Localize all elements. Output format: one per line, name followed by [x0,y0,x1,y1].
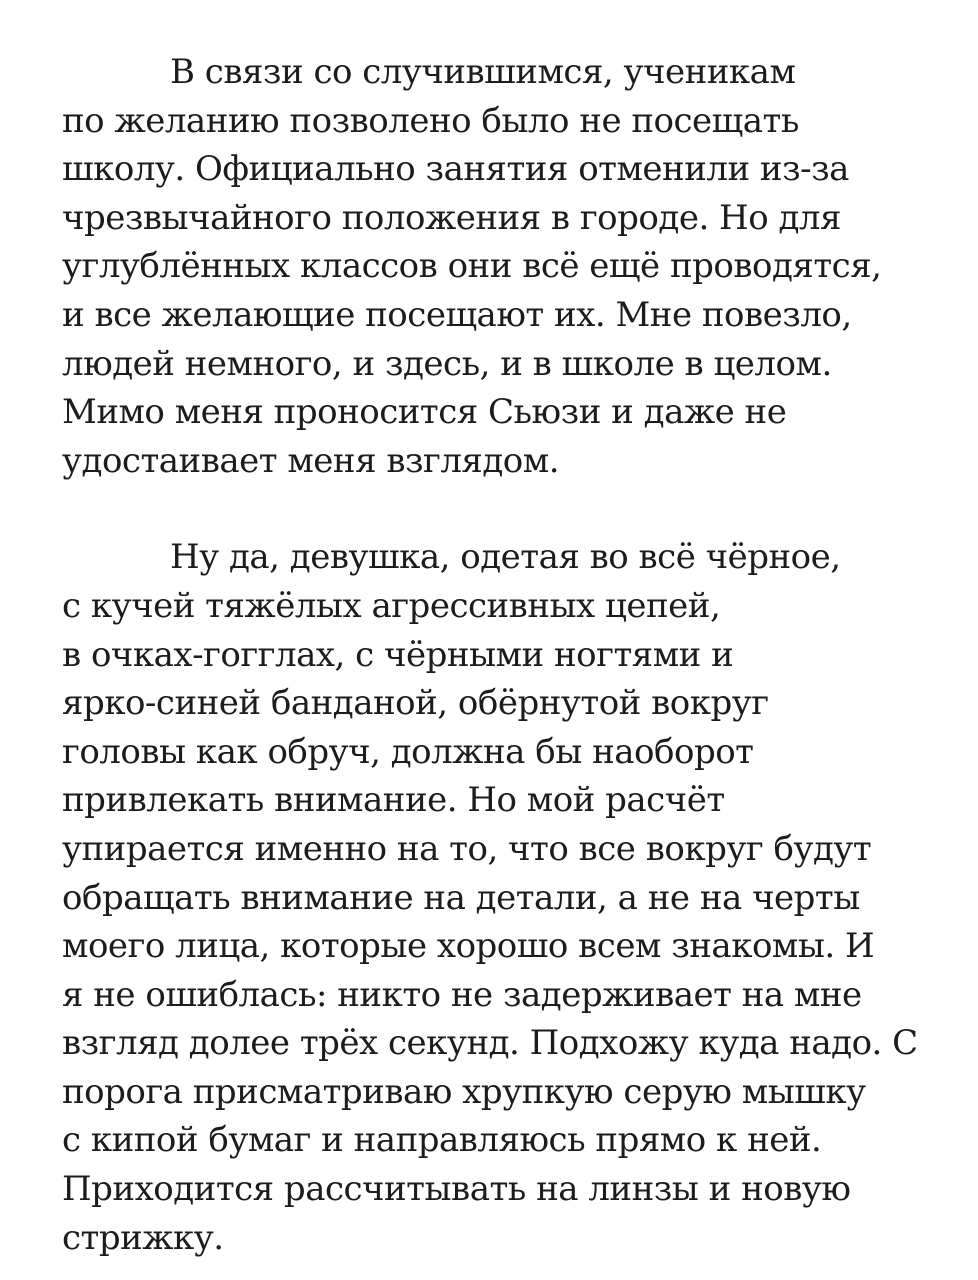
text-line: головы как обруч, должна бы наоборот [62,731,754,772]
text-line: привлекать внимание. Но мой расчёт [62,780,725,821]
text-line: я не ошиблась: никто не задерживает на мне [62,974,862,1015]
text-line: в очках-гогглах, с чёрными ногтями и [62,634,734,675]
text-line: удостаивает меня взглядом. [62,440,560,481]
text-line: людей немного, и здесь, и в школе в целом. [62,343,832,384]
text-line: Ну да, девушка, одетая во всё чёрное, [170,537,841,578]
paragraph [62,533,938,1262]
text-line: стрижку. [62,1217,224,1258]
text-line: порога присматриваю хрупкую серую мышку [62,1071,866,1112]
text-line: с кучей тяжёлых агрессивных цепей, [62,585,721,626]
text-line: углублённых классов они всё ещё проводятся, [62,246,882,287]
text-line: и все желающие посещают их. Мне повезло, [62,294,852,335]
text-line: упирается именно на то, что все вокруг будут [62,828,872,869]
text-line: чрезвычайного положения в городе. Но для [62,197,841,238]
text-line: с кипой бумаг и направляюсь прямо к ней. [62,1120,822,1161]
text-line: взгляд долее трёх секунд. Подхожу куда надо. С [62,1023,918,1064]
text-line: школу. Официально занятия отменили из-за [62,149,849,190]
text-line: В связи со случившимся, ученикам [170,52,796,92]
text-line: ярко-синей банданой, обёрнутой вокруг [62,683,769,724]
document-body [62,48,938,1262]
text-line: Мимо меня проносится Сьюзи и даже не [62,392,787,433]
paragraph [62,48,938,485]
text-line: моего лица, которые хорошо всем знакомы. И [62,926,875,967]
text-line: по желанию позволено было не посещать [62,100,799,141]
text-line: обращать внимание на детали, а не на черты [62,877,860,918]
text-line: Приходится рассчитывать на линзы и новую [62,1169,851,1210]
